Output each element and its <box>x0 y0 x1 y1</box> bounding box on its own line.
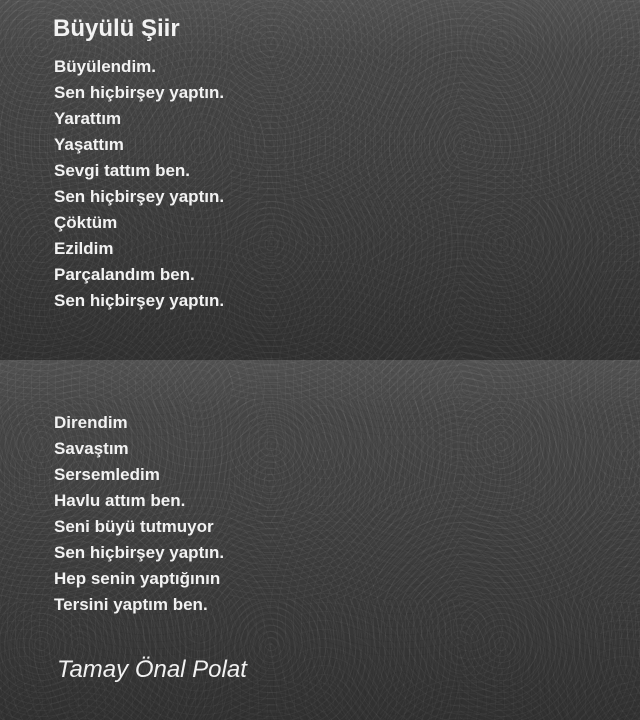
poem-line: Çöktüm <box>54 213 118 232</box>
poem-line: Savaştım <box>54 439 129 458</box>
poem-line: Hep senin yaptığının <box>54 569 221 588</box>
poem-stanza-1 <box>54 54 620 314</box>
poem-line: Sen hiçbirşey yaptın. <box>54 187 225 206</box>
poem-line: Sersemledim <box>54 465 160 484</box>
poem-stanza-2 <box>54 410 620 618</box>
poem-line: Tersini yaptım ben. <box>54 595 208 614</box>
poem-line: Parçalandım ben. <box>54 265 195 284</box>
poem-line: Sevgi tattım ben. <box>54 161 191 180</box>
poem-line: Direndim <box>54 413 128 432</box>
poem-title: Büyülü Şiir <box>53 15 180 42</box>
poem-line: Büyülendim. <box>54 57 157 76</box>
poem-line: Sen hiçbirşey yaptın. <box>54 291 225 310</box>
poem-line: Yarattım <box>54 109 122 128</box>
poem-line: Seni büyü tutmuyor <box>54 517 214 536</box>
poem-line: Yaşattım <box>54 135 124 154</box>
poem-line: Sen hiçbirşey yaptın. <box>54 83 225 102</box>
poem-line: Ezildim <box>54 239 114 258</box>
poem-line: Sen hiçbirşey yaptın. <box>54 543 225 562</box>
poem-author: Tamay Önal Polat <box>57 656 247 683</box>
poem-line: Havlu attım ben. <box>54 491 186 510</box>
